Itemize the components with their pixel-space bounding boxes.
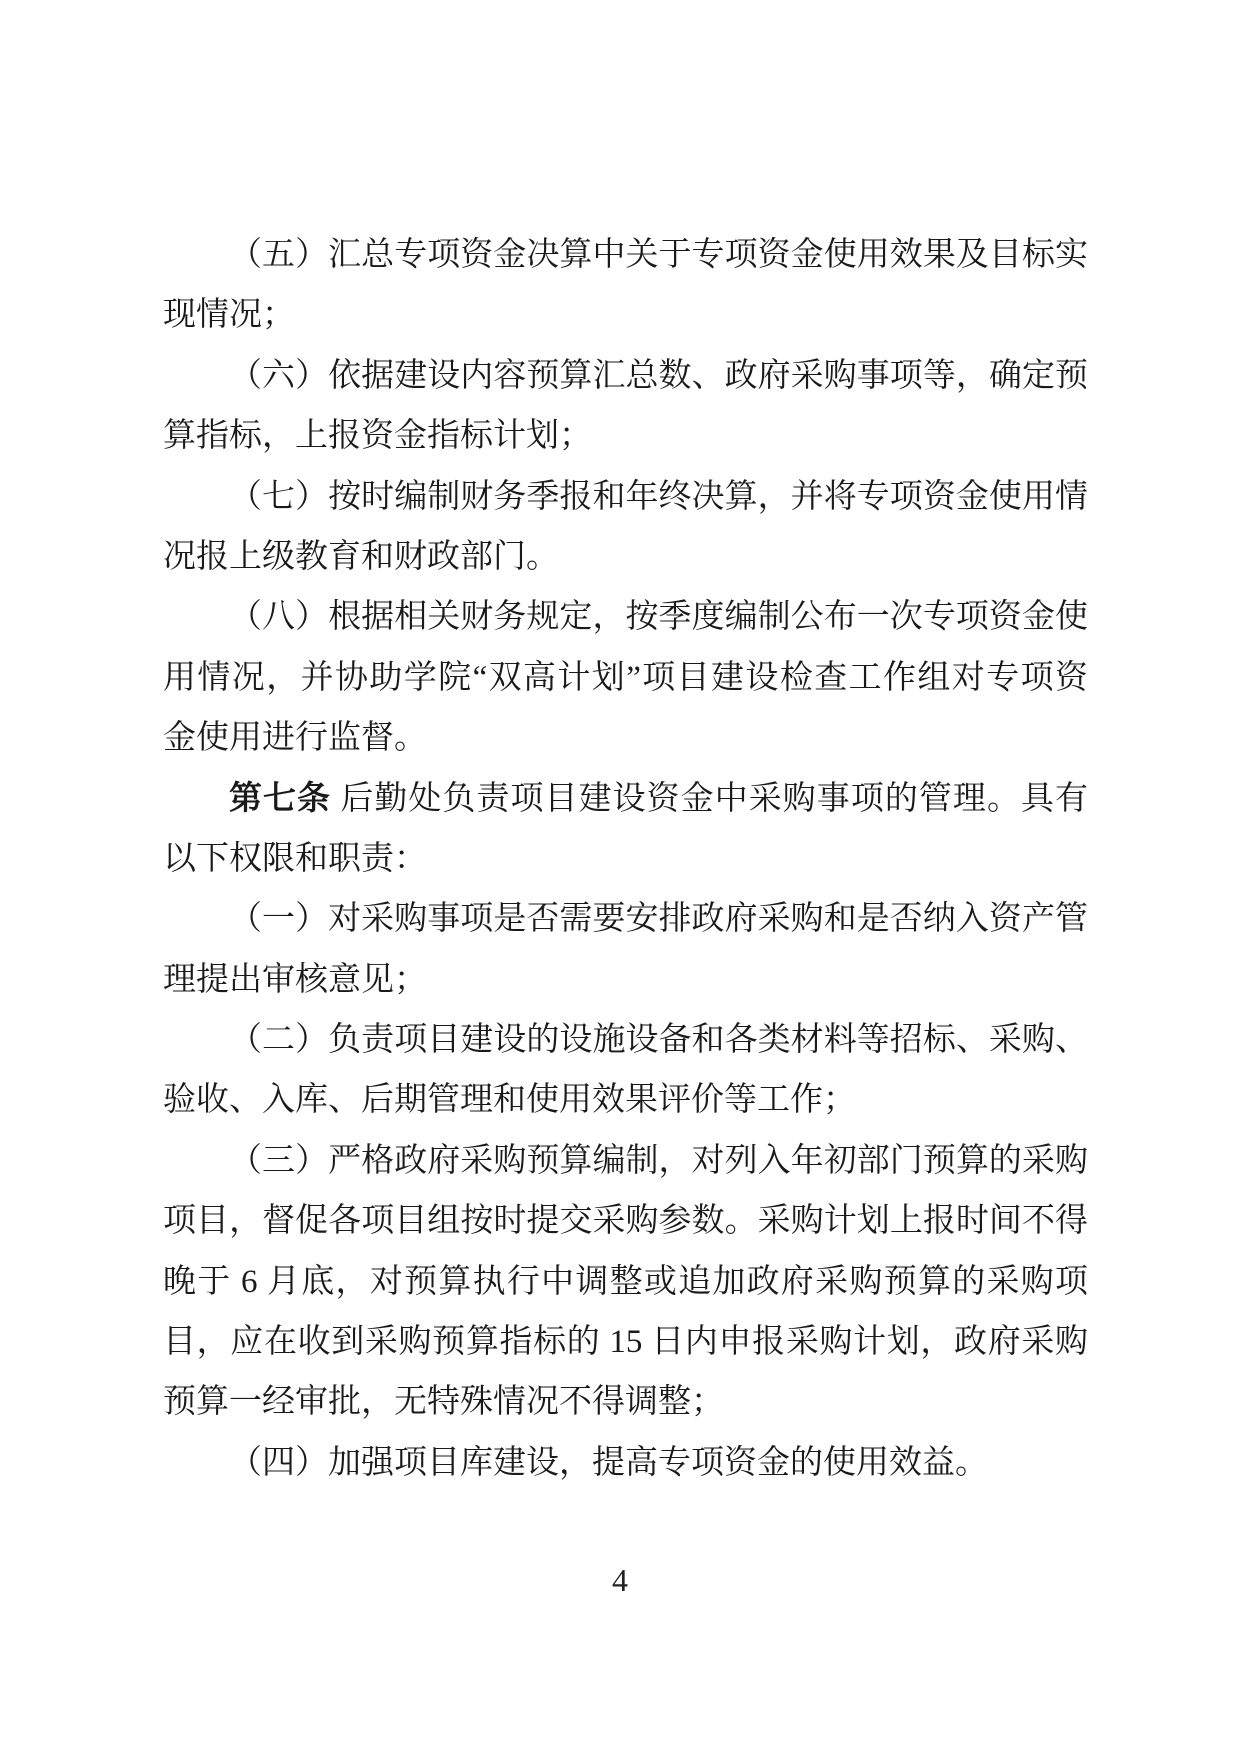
- doc-line: 预算一经审批，无特殊情况不得调整；: [163, 1384, 724, 1421]
- doc-line: 现情况；: [163, 297, 295, 334]
- doc-line: [163, 769, 1088, 829]
- doc-line: 况报上级教育和财政部门。: [163, 538, 559, 575]
- doc-line: （三）严格政府采购预算编制，对列入年初部门预算的采购: [229, 1142, 1088, 1179]
- document-body: [163, 225, 1088, 1493]
- doc-line: 晚于 6 月底，对预算执行中调整或追加政府采购预算的采购项: [163, 1263, 1088, 1300]
- doc-line: 用情况，并协助学院“双高计划”项目建设检查工作组对专项资: [163, 659, 1088, 696]
- doc-line: 项目，督促各项目组按时提交采购参数。采购计划上报时间不得: [163, 1203, 1088, 1240]
- doc-line: 理提出审核意见；: [163, 961, 427, 998]
- doc-line: （七）按时编制财务季报和年终决算，并将专项资金使用情: [229, 478, 1088, 515]
- doc-line: （八）根据相关财务规定，按季度编制公布一次专项资金使: [229, 599, 1088, 636]
- doc-line: 以下权限和职责：: [163, 840, 427, 877]
- doc-line: 目，应在收到采购预算指标的 15 日内申报采购计划，政府采购: [163, 1324, 1088, 1361]
- article-7-label: 第七条: [229, 780, 332, 817]
- page-number: 4: [612, 1562, 628, 1598]
- doc-line: （五）汇总专项资金决算中关于专项资金使用效果及目标实: [229, 237, 1088, 273]
- doc-line: （一）对采购事项是否需要安排政府采购和是否纳入资产管: [229, 901, 1088, 938]
- article-7-text: 后勤处负责项目建设资金中采购事项的管理。具有: [331, 780, 1089, 817]
- doc-line: （二）负责项目建设的设施设备和各类材料等招标、采购、: [229, 1022, 1088, 1059]
- doc-line: 算指标，上报资金指标计划；: [163, 418, 592, 455]
- doc-line: 金使用进行监督。: [163, 720, 427, 757]
- doc-line: （四）加强项目库建设，提高专项资金的使用效益。: [229, 1444, 988, 1481]
- doc-line: 验收、入库、后期管理和使用效果评价等工作；: [163, 1082, 856, 1119]
- doc-line: （六）依据建设内容预算汇总数、政府采购事项等，确定预: [229, 357, 1088, 394]
